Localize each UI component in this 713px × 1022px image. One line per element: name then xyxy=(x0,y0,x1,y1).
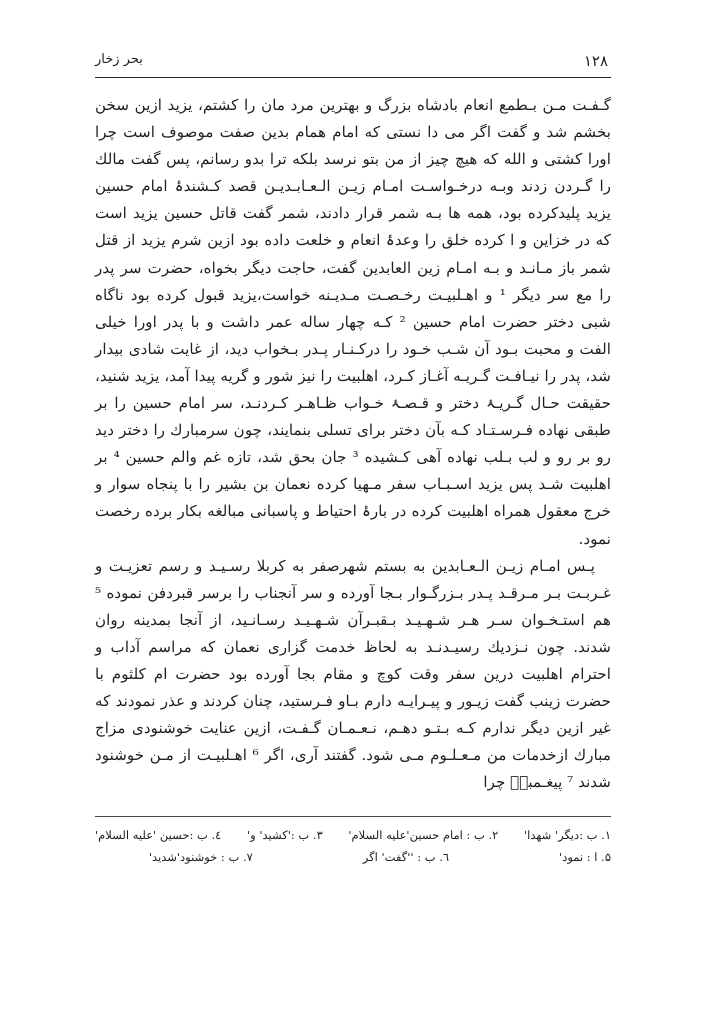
page-header xyxy=(95,50,608,80)
footnotes xyxy=(95,824,611,868)
paragraph: پـس امـام زیـن الـعـابدین به بستم شهرصفر به کربلا رسـیـد و رسم تعزیـت و غـربـت بـر مـرقـد پـدر بـزرگـوار بـجا آورده و سر آنجناب را برسر قبردفن نموده ⁵ هم استـخـوان سـر هـر شـهـیـد بـقبـرآن شـهـیـد رسـانـید، از آنجا بمدینه روان شدند. چون نـزدیك رسیـدنـد به لحاظ خدمت گزاری نعمان که مراسم آداب و احترام اهلبیت درین سفر وقت کوچ و مقام بجا آورده بود حضرت ام کلثوم با حضرت زینب گفت زیـور و پیـرایـه دارم بـاو فـرستید، چنان کردند و عذر نمودند که غیر ازین دیگر ندارم کـه بـتـو دهـم، نـعـمـان گـفـت، ازین عنایت خوشنودی مزاج مبارك ازخدمات من مـعـلـوم مـی شود. گفتند آری، اگر ⁶ اهـلبیـت از مـن خوشنود شدند ⁷ پیغـمبرؐ چرا xyxy=(95,556,611,792)
footnote-row xyxy=(95,824,611,846)
footnote: ۵. ا : نمود' xyxy=(559,850,611,864)
footnote-row xyxy=(95,846,611,868)
footnote: ٦. ب : ''گفت' اگر xyxy=(362,850,450,864)
paragraph: گـفـت مـن بـطمع انعام بادشاه بزرگ و بهترین مرد مان را کشتم، یزید ازین سخن بخشم شد و گفت اگر می دا نستی که امام همام بدین صفت موصوف است چرا اورا کشتی و الله که هیچ چیز از من بتو نرسد بلکه ترا بدو رسانم، پس گفت مالك را گـردن زدند وبـه درخـواسـت امـام زیـن الـعـابـدیـن قصد کـشندۂ امام حسین یزید پلیدکرده بود، همه ها بـه شمر قرار دادند، شمر گفت قاتل حسین یزید است که در خزاین و ا کرده خلق را وعدۂ انعام و خلعت داده بود ازین شرم یزید از قتل شمر باز مـانـد و بـه امـام زین العابدین گفت، حاجت دیگر بخواه، حضرت سر پدر را مع سر دیگر ¹ و اهـلبیـت رخـصـت مـدیـنه خواست،یزید قبول کرده بود ناگاه شبی دختر حضرت امام حسین ² کـه چهار ساله عمر داشت و با پدر اورا خیلی الفت و محبت بـود آن شـب خـود را درکـنـار پـدر بـخواب دید، از غایت شادی بیدار شد، پدر را نیـافـت گـریـه آغـاز کـرد، اهلبیت را نیز شور و گریه پیدا آمد، یزید شنید، حقیقت حـال گـریـۂ دختر و قـصـۂ خـواب ظـاهـر کـردنـد، سر امام حسین را بر طبقی نهاده فـرسـتـاد کـه بآن دختر برای تسلی بنمایند، چون سرمبارك را دختر دید رو بر رو و لب بـلب نهاده آهی کـشیده ³ جان بحق شد، تازه غم والم حسین ⁴ بر اهلبیت شـد پس یزید اسـبـاب سفر مـهیا کرده نعمان بن بشیر را با پنجاه سوار و خرج معقول همراه اهلبیت کرده در بارۂ احتیاط و پاسبانی مبالغه بکار برده رخصت نمود. xyxy=(95,96,612,548)
footnote: ٤. ب :حسین 'علیه السلام' xyxy=(95,828,222,842)
footnote-rule xyxy=(95,816,611,817)
main-text xyxy=(95,92,611,796)
page-number: ۱۲۸ xyxy=(583,52,608,70)
footnote: ۲. ب : امام حسین'علیه السلام' xyxy=(348,828,499,842)
running-title: بحر زخار xyxy=(95,52,143,67)
footnote: ۱. ب :دیگر' شهدا' xyxy=(523,828,611,842)
header-rule xyxy=(95,77,611,78)
footnote: ۳. ب :'کشید' و' xyxy=(246,828,323,842)
footnote: ۷. ب : خوشنود'شدید' xyxy=(148,850,253,864)
